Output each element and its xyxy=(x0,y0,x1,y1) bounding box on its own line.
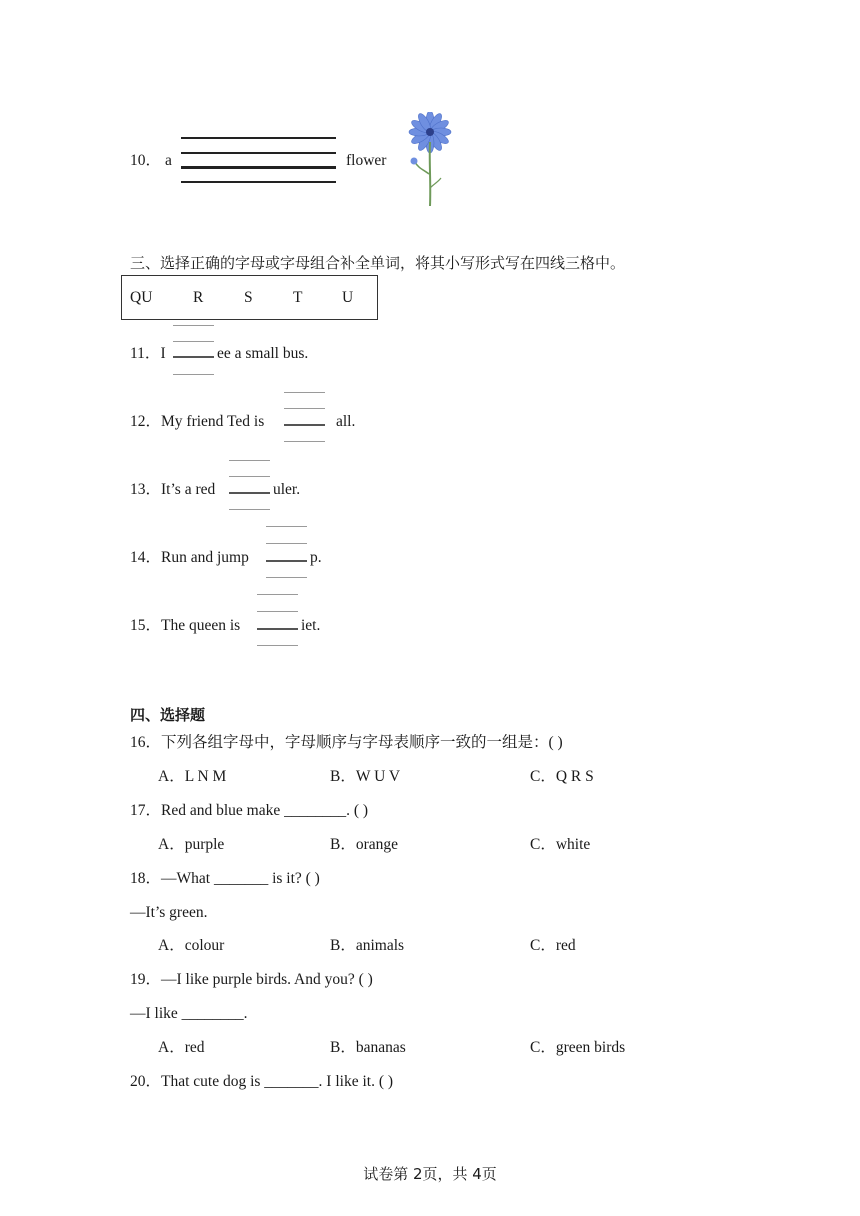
q13-before: It’s a red xyxy=(161,481,216,498)
q13-text xyxy=(130,480,215,500)
letter-option-u: U xyxy=(342,289,354,306)
q19-answer: —I like ________. xyxy=(130,1005,248,1022)
q13-after: uler. xyxy=(273,481,301,498)
q12-number: 12． xyxy=(130,413,162,430)
q10-number: 10． xyxy=(130,152,162,169)
section4-heading: 四、选择题 xyxy=(130,706,206,724)
q17-option-c[interactable]: C．white xyxy=(530,836,591,853)
q19-option-c[interactable]: C．green birds xyxy=(530,1039,626,1056)
q13-number: 13． xyxy=(130,481,162,498)
q18-option-a[interactable]: A．colour xyxy=(158,937,225,954)
q11-number: 11． xyxy=(130,345,161,362)
q14-before: Run and jump xyxy=(161,549,249,566)
q17-option-b[interactable]: B．orange xyxy=(330,836,399,853)
q15-number: 15． xyxy=(130,617,162,634)
q15-before: The queen is xyxy=(161,617,241,634)
q18-stem: 18．—What _______ is it? ( ) xyxy=(130,870,320,887)
q14-number: 14． xyxy=(130,549,162,566)
q10-word-before: a xyxy=(165,152,172,169)
q19-option-b[interactable]: B．bananas xyxy=(330,1039,406,1056)
q11-text xyxy=(130,344,166,364)
q12-after: all. xyxy=(336,413,356,430)
q16-stem: 16．下列各组字母中，字母顺序与字母表顺序一致的一组是：( ) xyxy=(130,734,563,751)
q17-stem: 17．Red and blue make ________. ( ) xyxy=(130,802,369,819)
letter-option-r: R xyxy=(193,289,204,306)
page-footer: 试卷第 2页，共 4页 xyxy=(363,1165,497,1183)
q10-row xyxy=(130,151,172,171)
q16-option-a[interactable]: A．L N M xyxy=(158,768,227,785)
q14-after: p. xyxy=(310,549,322,566)
q10-word-after: flower xyxy=(346,152,387,169)
q15-after: iet. xyxy=(301,617,321,634)
q14-text xyxy=(130,548,249,568)
q16-option-b[interactable]: B．W U V xyxy=(330,768,401,785)
q15-text xyxy=(130,616,240,636)
blue-flower-icon xyxy=(398,112,462,208)
q18-answer: —It’s green. xyxy=(130,904,208,921)
q12-text xyxy=(130,412,264,432)
q19-option-a[interactable]: A．red xyxy=(158,1039,205,1056)
q11-before: I xyxy=(160,345,166,362)
q12-before: My friend Ted is xyxy=(161,413,265,430)
q11-after: ee a small bus. xyxy=(217,345,309,362)
q18-option-b[interactable]: B．animals xyxy=(330,937,405,954)
letter-option-t: T xyxy=(293,289,303,306)
q18-option-c[interactable]: C．red xyxy=(530,937,576,954)
letter-option-s: S xyxy=(244,289,253,306)
q20-stem: 20．That cute dog is _______. I like it. ( ) xyxy=(130,1073,394,1090)
q17-option-a[interactable]: A．purple xyxy=(158,836,225,853)
section3-heading: 三、选择正确的字母或字母组合补全单词，将其小写形式写在四线三格中。 xyxy=(130,254,626,272)
letter-option-qu: QU xyxy=(130,289,153,306)
q19-stem: 19．—I like purple birds. And you? ( ) xyxy=(130,971,373,988)
q16-option-c[interactable]: C．Q R S xyxy=(530,768,594,785)
